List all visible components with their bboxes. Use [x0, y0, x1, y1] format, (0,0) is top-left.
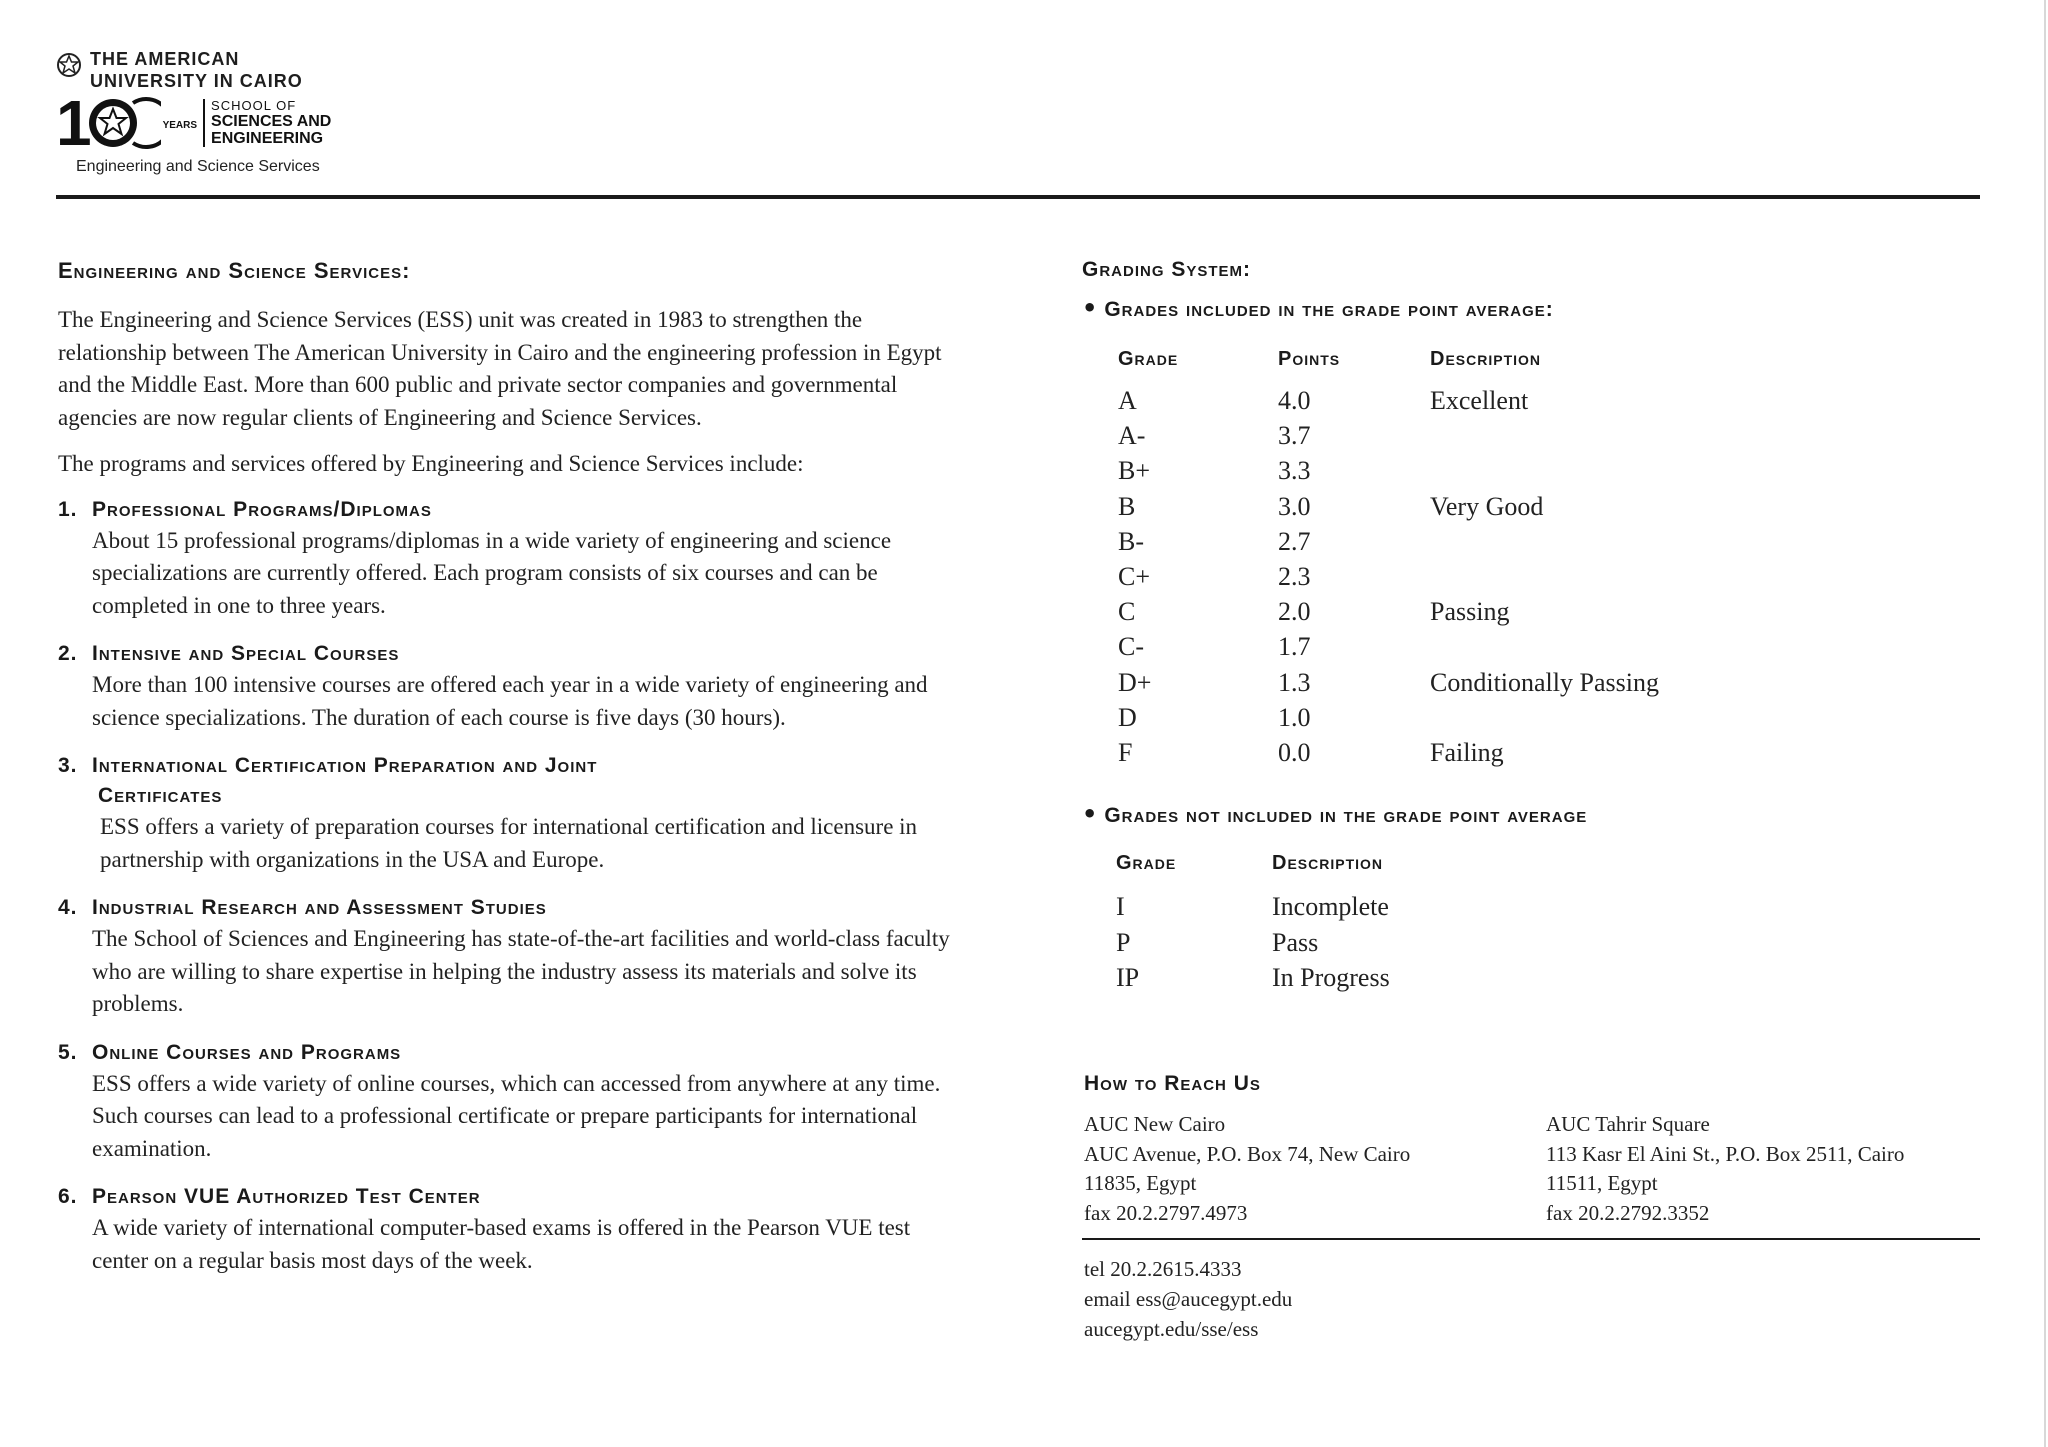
bullet-icon: •	[1082, 294, 1099, 322]
table-row	[1118, 700, 1659, 735]
service-item-number: 5.	[58, 1040, 78, 1064]
grade-cell: D+	[1118, 667, 1152, 697]
page-edge	[2044, 0, 2046, 1447]
points-cell: 1.0	[1278, 702, 1311, 732]
service-item-title	[58, 751, 958, 811]
points-cell: 2.7	[1278, 526, 1311, 556]
grade-cell: B-	[1118, 526, 1144, 556]
seal-zeros-icon	[89, 95, 161, 151]
service-item-title	[58, 1038, 958, 1068]
service-item-title-continued: Certificates	[98, 784, 223, 807]
school-name-line1: SCHOOL OF	[211, 98, 297, 113]
address-line: AUC New Cairo	[1084, 1112, 1226, 1136]
services-heading: Engineering and Science Services:	[58, 258, 411, 283]
description-cell: Conditionally Passing	[1430, 667, 1659, 697]
grade-cell: B	[1118, 491, 1136, 521]
address-line: 11511, Egypt	[1546, 1171, 1658, 1195]
tahrir-address	[1546, 1110, 1904, 1228]
grade-cell: A	[1118, 386, 1137, 415]
university-logo	[56, 48, 1980, 92]
description-cell	[1430, 453, 1659, 488]
hundred-years-mark	[56, 87, 161, 159]
table-row	[1118, 383, 1659, 418]
service-item-body: ESS offers a wide variety of online courses, which can accessed from anywhere at any time. Such courses can lead to a professional certificate or prepare participants for international examination.	[92, 1070, 941, 1161]
description-cell	[1430, 559, 1659, 594]
service-item-title-text: Online Courses and Programs	[92, 1040, 402, 1064]
address-line: AUC Avenue, P.O. Box 74, New Cairo	[1084, 1141, 1411, 1166]
centennial-logo	[56, 87, 1980, 159]
points-cell: 2.3	[1278, 562, 1311, 592]
included-grades-body	[1118, 383, 1659, 770]
description-cell: Pass	[1272, 927, 1319, 957]
service-item	[58, 495, 958, 623]
excluded-grades-body	[1116, 889, 1390, 996]
description-cell: Very Good	[1430, 491, 1544, 521]
telephone: tel 20.2.2615.4333	[1084, 1257, 1242, 1281]
service-item-number: 3.	[58, 754, 78, 777]
table-row	[1118, 665, 1659, 700]
contact-section	[1084, 1072, 1984, 1228]
table-row	[1118, 418, 1659, 453]
grade-column-header: Grade	[1116, 852, 1177, 875]
table-row	[1118, 735, 1659, 770]
service-item-title-text: International Certification Preparation and Joint	[92, 754, 598, 777]
service-item-title-text: Intensive and Special Courses	[92, 642, 400, 665]
hundred-digit-one: 1	[56, 87, 89, 159]
service-item-title-text: Pearson VUE Authorized Test Center	[92, 1185, 481, 1208]
description-cell: Passing	[1430, 597, 1510, 627]
grading-heading: Grading System:	[1082, 258, 1252, 281]
table-header-row	[1118, 348, 1659, 383]
description-cell	[1430, 629, 1659, 664]
grade-cell: C-	[1118, 632, 1144, 662]
description-cell: In Progress	[1272, 963, 1390, 993]
table-row	[1118, 559, 1659, 594]
table-row	[1118, 524, 1659, 559]
description-cell: Incomplete	[1272, 892, 1389, 922]
points-cell: 3.0	[1278, 491, 1311, 521]
points-cell: 1.3	[1278, 667, 1311, 697]
service-item-number: 4.	[58, 896, 78, 919]
table-header-row	[1116, 852, 1390, 889]
table-row	[1116, 960, 1390, 996]
grade-cell: IP	[1116, 963, 1140, 993]
grade-cell: I	[1116, 892, 1125, 922]
table-row	[1116, 925, 1390, 961]
grade-cell: C	[1118, 597, 1136, 627]
service-item	[58, 639, 958, 734]
points-cell: 3.3	[1278, 456, 1311, 486]
table-row	[1118, 594, 1659, 629]
excluded-grades-heading-text: Grades not included in the grade point average	[1104, 804, 1588, 828]
new-cairo-address	[1084, 1110, 1546, 1228]
table-row	[1116, 889, 1390, 925]
excluded-grades-table	[1116, 852, 1390, 996]
grade-cell: D	[1118, 702, 1137, 732]
university-name-line2: UNIVERSITY IN CAIRO	[90, 71, 303, 91]
service-item-body: More than 100 intensive courses are offered each year in a wide variety of engineering and science specializations. The duration of each course is five days (30 hours).	[92, 672, 928, 730]
fax-number: fax 20.2.2797.4973	[1084, 1200, 1248, 1225]
service-item-title	[58, 495, 958, 525]
services-intro: The Engineering and Science Services (ESS) unit was created in 1983 to strengthen the relationship between The American University in Cairo and the engineering profession in Egypt and the Middle East. More than 600 public and private sector companies and governmental agencies are now regular clients of Engineering and Science Services.	[58, 307, 942, 430]
school-name-line2: SCIENCES AND	[211, 113, 332, 130]
grading-column	[1082, 258, 1982, 996]
description-cell: Failing	[1430, 738, 1504, 768]
contact-divider	[1082, 1238, 1980, 1240]
service-item	[58, 1182, 958, 1277]
grade-cell: C+	[1118, 562, 1151, 592]
included-grades-heading	[1082, 294, 1982, 322]
points-cell: 3.7	[1278, 421, 1311, 451]
fax-number: fax 20.2.2792.3352	[1546, 1200, 1710, 1225]
description-column-header: Description	[1430, 348, 1542, 370]
description-cell	[1430, 524, 1659, 559]
logo-caption: Engineering and Science Services	[76, 158, 320, 175]
service-item	[58, 893, 958, 1021]
reach-heading: How to Reach Us	[1084, 1072, 1261, 1095]
contact-details	[1084, 1254, 1292, 1344]
points-cell: 4.0	[1278, 386, 1311, 415]
address-line: 11835, Egypt	[1084, 1171, 1197, 1195]
service-item-number: 2.	[58, 642, 78, 665]
service-item-body: ESS offers a variety of preparation courses for international certification and licensure in partnership with organizations in the USA and Europe.	[100, 814, 918, 872]
description-column-header: Description	[1272, 852, 1384, 875]
university-name-line1: THE AMERICAN	[90, 49, 240, 69]
table-row	[1118, 629, 1659, 664]
service-item-body: The School of Sciences and Engineering has state-of-the-art facilities and world-class faculty who are willing to share expertise in helping the industry assess its materials and solve its problems.	[92, 926, 950, 1016]
service-item-title	[58, 1182, 958, 1212]
service-item-body: A wide variety of international computer-based exams is offered in the Pearson VUE test center on a regular basis most days of the week.	[92, 1215, 911, 1273]
addresses	[1084, 1110, 1984, 1228]
service-item-title-text: Industrial Research and Assessment Studies	[92, 896, 547, 919]
included-grades-heading-text: Grades included in the grade point average:	[1104, 298, 1554, 321]
service-item-number: 1.	[58, 497, 78, 521]
years-label: YEARS	[162, 119, 198, 131]
service-item-body: About 15 professional programs/diplomas in a wide variety of engineering and science specializations are currently offered. Each program consists of six courses and can be completed in one to three years.	[92, 527, 892, 618]
grade-column-header: Grade	[1118, 348, 1179, 370]
description-cell	[1430, 418, 1659, 453]
bullet-icon: •	[1082, 800, 1099, 829]
grade-cell: B+	[1118, 456, 1151, 486]
service-item-number: 6.	[58, 1185, 78, 1208]
service-item	[58, 1038, 958, 1166]
header	[56, 48, 1980, 176]
included-grades-table	[1118, 348, 1659, 770]
website-link[interactable]: aucegypt.edu/sse/ess	[1084, 1317, 1259, 1341]
service-item	[58, 751, 958, 876]
services-column	[58, 258, 958, 1294]
points-column-header: Points	[1278, 348, 1341, 370]
header-divider	[56, 195, 1980, 199]
table-row	[1118, 453, 1659, 488]
excluded-grades-heading	[1082, 800, 1982, 828]
service-item-title-text: Professional Programs/Diplomas	[92, 497, 432, 521]
description-cell: Excellent	[1430, 386, 1529, 415]
points-cell: 0.0	[1278, 738, 1311, 768]
address-line: 113 Kasr El Aini St., P.O. Box 2511, Cairo	[1546, 1141, 1905, 1166]
service-item-title	[58, 639, 958, 669]
grade-cell: P	[1116, 927, 1131, 957]
university-seal-icon	[56, 52, 82, 78]
table-row	[1118, 489, 1659, 524]
address-line: AUC Tahrir Square	[1546, 1112, 1710, 1136]
grade-cell: A-	[1118, 421, 1146, 451]
school-name-line3: ENGINEERING	[211, 130, 324, 147]
grade-cell: F	[1118, 738, 1133, 768]
description-cell	[1430, 700, 1659, 735]
email[interactable]: email ess@aucegypt.edu	[1084, 1287, 1293, 1311]
programs-intro: The programs and services offered by Engineering and Science Services include:	[58, 451, 804, 476]
school-name	[203, 99, 331, 147]
points-cell: 2.0	[1278, 597, 1311, 627]
service-item-title	[58, 893, 958, 923]
points-cell: 1.7	[1278, 632, 1311, 662]
